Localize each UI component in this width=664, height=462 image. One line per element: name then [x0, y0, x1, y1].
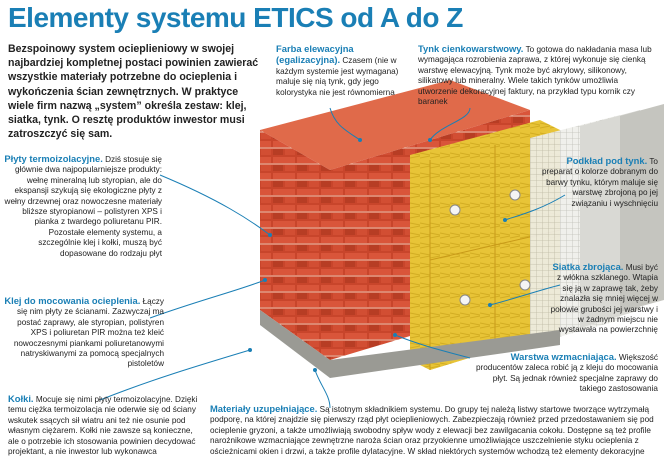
plyty-heading: Płyty termoizolacyjne.: [4, 153, 103, 164]
warstwa-body: Większość producentów zaleca robić ją z kleju do mocowania płyt. Są jednak również specjalne zaprawy do takiego zastosowania: [475, 353, 658, 394]
materialy-block: [210, 404, 662, 462]
tynk-block: [418, 44, 658, 107]
farba-block: [276, 44, 406, 98]
wall-illustration: [200, 60, 664, 400]
plyty-body: Dziś stosuje się głównie dwa najpopularniejsze produkty: wełnę mineralną lub styropian, ale do ekspansji szykują się ekologiczne płyty z wełny drzewnej oraz nowoczesne materiały bliższe styropianowi – polistyren XPS i pianka z twardego poliuretanu PIR. Pozostałe elementy systemu, a szczególnie klej i kołki, muszą być dopasowane do rodzaju płyt: [4, 155, 162, 258]
kolki-block: [8, 394, 200, 462]
podklad-block: [540, 156, 658, 209]
klej-body: Łączy się nim płyty ze ścianami. Zazwyczaj ma postać zaprawy, ale styropian, polistyren XPS i poliuretan PIR można też kleić nowoczesnymi piankami poliuretanowymi natryskiwanymi za pomocą specjalnych pistoletów: [13, 297, 164, 369]
klej-block: [4, 296, 164, 370]
tynk-body: To gotowa do nakładania masa lub wymagająca rozrobienia zaprawa, z której wykonuje się cienką warstwę elewacyjną. Tynk może być akrylowy, silikonowy, silikatowy lub mineralny. Wiele takich tynków umożliwia utworzenie dekoracyjnej faktury, na przykład typu kornik czy baranek: [418, 45, 652, 107]
warstwa-block: [468, 352, 658, 395]
podklad-body: To preparat o kolorze dobranym do barwy tynku, którym maluje się warstwę zbrojoną po jej związaniu i wyschnięciu: [541, 157, 658, 208]
farba-heading: Farba elewacyjna (egalizacyjna).: [276, 43, 354, 66]
podklad-heading: Podkład pod tynk.: [566, 155, 648, 166]
tynk-heading: Tynk cienkowarstwowy.: [418, 43, 524, 54]
warstwa-heading: Warstwa wzmacniająca.: [510, 351, 617, 362]
materialy-body: Są istotnym składnikiem systemu. Do grupy tej należą listwy startowe tworzące wytrzymałą podporę, na której znajdzie się pierwszy rząd płyt ocieplieniowych. Zabezpieczają również przed przedostawaniem się pod ocieplenie gryzoni, a także umożliwiają swobodny spływ wody z elewacji bez zawilgacania cokołu. Dostępne są też profile narożnikowe wzmacniające zewnętrzne naroża ścian oraz przyokienne umożliwiające uszczelnienie styku ocieplenia z ościeżnicami okien i drzwi, a także profile dylatacyjne. W skład niektórych systemów wchodzą też elementy dekoracyjne: [210, 405, 654, 456]
kolki-body: Mocuje się nimi płyty termoizolacyjne. Dzięki temu ciężka termoizolacja nie oderwie się od ściany wskutek ssących sił wiatru ani też nie osunie pod własnym ciężarem. Kołki nie zawsze są konieczne, ale o potrzebie ich stosowania powinien decydować projektant, a nie inwestor lub wykonawca: [8, 395, 198, 457]
materialy-heading: Materiały uzupełniające.: [210, 404, 318, 414]
page-title: Elementy systemu ETICS od A do Z: [8, 2, 463, 33]
klej-heading: Klej do mocowania ocieplenia.: [4, 295, 141, 306]
intro-text: Bezspoinowy system ocieplieniowy w swojej najbardziej kompletnej postaci powinien zawierać wszystkie materiały potrzebne do ocieplenia i wykończenia ścian zewnętrznych. W praktyce wiele firm nazwą „system” określa zestaw: klej, siatka, tynk. O resztę produktów inwestor musi zatroszczyć się sam.: [8, 43, 259, 141]
siatka-heading: Siatka zbrojąca.: [552, 261, 624, 272]
plyty-block: [4, 154, 162, 259]
siatka-body: Musi być z włókna szklanego. Wtapia się ją w zaprawę tak, żeby znalazła się mniej więcej w połowie grubości jej warstwy i w żadnym miejscu nie wystawała na powierzchnię: [550, 263, 658, 335]
kolki-heading: Kołki.: [8, 394, 34, 404]
farba-body: Czasem (nie w każdym systemie jest wymagana) maluje się nią tynk, gdy jego kolorystyka nie jest równomierna: [276, 56, 399, 97]
siatka-block: [548, 262, 658, 336]
